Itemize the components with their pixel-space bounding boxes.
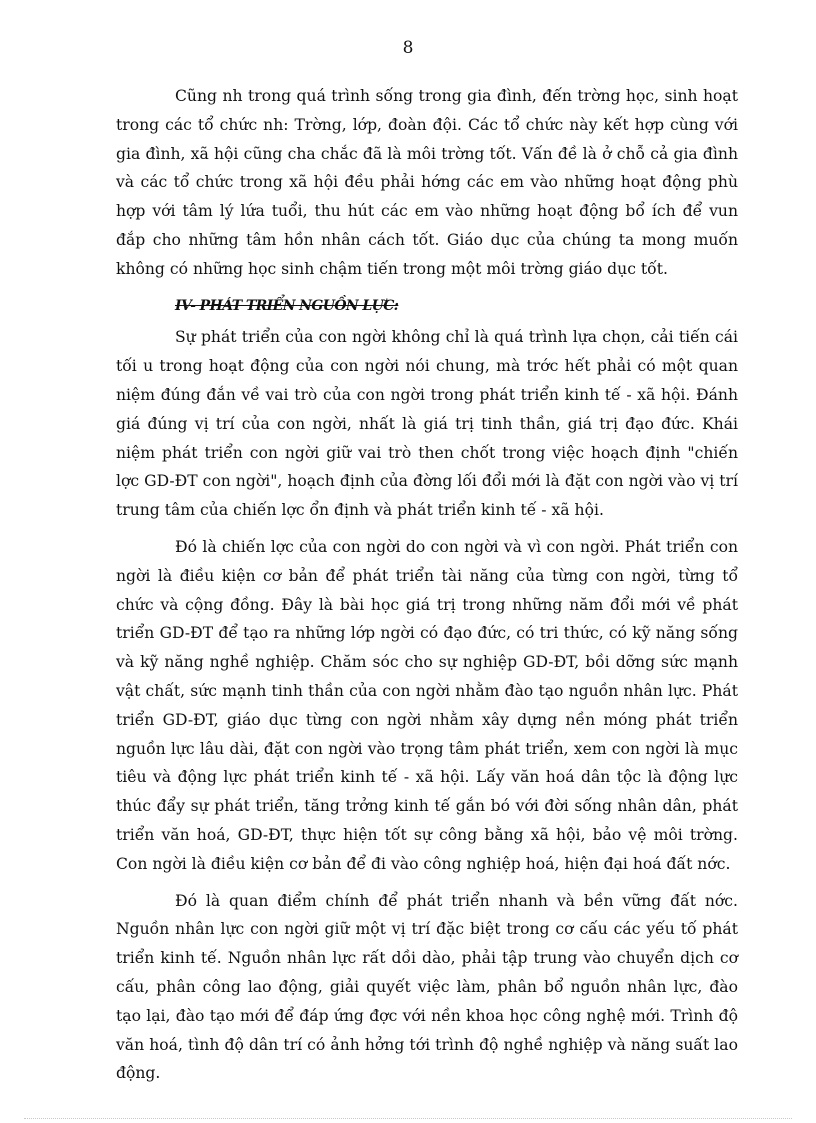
page-number: 8: [402, 38, 414, 58]
paragraph: Cũng nh trong quá trình sống trong gia đình, đến trờng học, sinh hoạt trong các tổ chức nh: Trờng, lớp, đoàn đội. Các tổ chức này kết hợp cùng với gia đình, xã hội cũng cha chắc đã là môi trờng tốt. Vấn đề là ở chỗ cả gia đình và các tổ chức trong xã hội đều phải hớng các em vào những hoạt động phù hợp với tâm lý lứa tuổi, thu hút các em vào những hoạt động bổ ích để vun đắp cho những tâm hồn nhân cách tốt. Giáo dục của chúng ta mong muốn không có những học sinh chậm tiến trong một môi trờng giáo dục tốt.: [116, 87, 738, 278]
paragraph: Đó là quan điểm chính để phát triển nhanh và bền vững đất nớc. Nguồn nhân lực con ngời giữ một vị trí đặc biệt trong cơ cấu các yếu tố phát triển kinh tế. Nguồn nhân lực rất dồi dào, phải tập trung vào chuyển dịch cơ cấu, phân công lao động, giải quyết việc làm, phân bổ nguồn nhân lực, đào tạo lại, đào tạo mới để đáp ứng đợc với nền khoa học công nghệ mới. Trình độ văn hoá, tình độ dân trí có ảnh hởng tới trình độ nghề nghiệp và năng suất lao động.: [116, 891, 738, 1083]
paragraph: Sự phát triển của con ngời không chỉ là quá trình lựa chọn, cải tiến cái tối u trong hoạt động của con ngời nói chung, mà trớc hết phải có một quan niệm đúng đắn về vai trò của con ngời trong phát triển kinh tế - xã hội. Đánh giá đúng vị trí của con ngời, nhất là giá trị tinh thần, giá trị đạo đức. Khái niệm phát triển con ngời giữ vai trò then chốt trong việc hoạch định "chiến lợc GD-ĐT con ngời", hoạch định của đờng lối đổi mới là đặt con ngời vào vị trí trung tâm của chiến lợc ổn định và phát triển kinh tế - xã hội.: [116, 328, 738, 520]
footer-divider: [24, 1118, 792, 1119]
section-heading: IV- PHÁT TRIỂN NGUỒN LỰC:: [175, 297, 399, 314]
paragraph: Đó là chiến lợc của con ngời do con ngời và vì con ngời. Phát triển con ngời là điều kiện cơ bản để phát triển tài năng của từng con ngời, từng tổ chức và cộng đồng. Đây là bài học giá trị trong những năm đổi mới về phát triển GD-ĐT để tạo ra những lớp ngời có đạo đức, có tri thức, có kỹ năng sống và kỹ năng nghề nghiệp. Chăm sóc cho sự nghiệp GD-ĐT, bồi dỡng sức mạnh vật chất, sức mạnh tinh thần của con ngời nhằm đào tạo nguồn nhân lực. Phát triển GD-ĐT, giáo dục từng con ngời nhằm xây dựng nền móng phát triển nguồn lực lâu dài, đặt con ngời vào trọng tâm phát triển, xem con ngời là mục tiêu và động lực phát triển kinh tế - xã hội. Lấy văn hoá dân tộc là động lực thúc đẩy sự phát triển, tăng trởng kinh tế gắn bó với đời sống nhân dân, phát triển văn hoá, GD-ĐT, thực hiện tốt sự công bằng xã hội, bảo vệ môi trờng. Con ngời là điều kiện cơ bản để đi vào công nghiệp hoá, hiện đại hoá đất nớc.: [116, 537, 738, 873]
document-body: [116, 82, 738, 1096]
